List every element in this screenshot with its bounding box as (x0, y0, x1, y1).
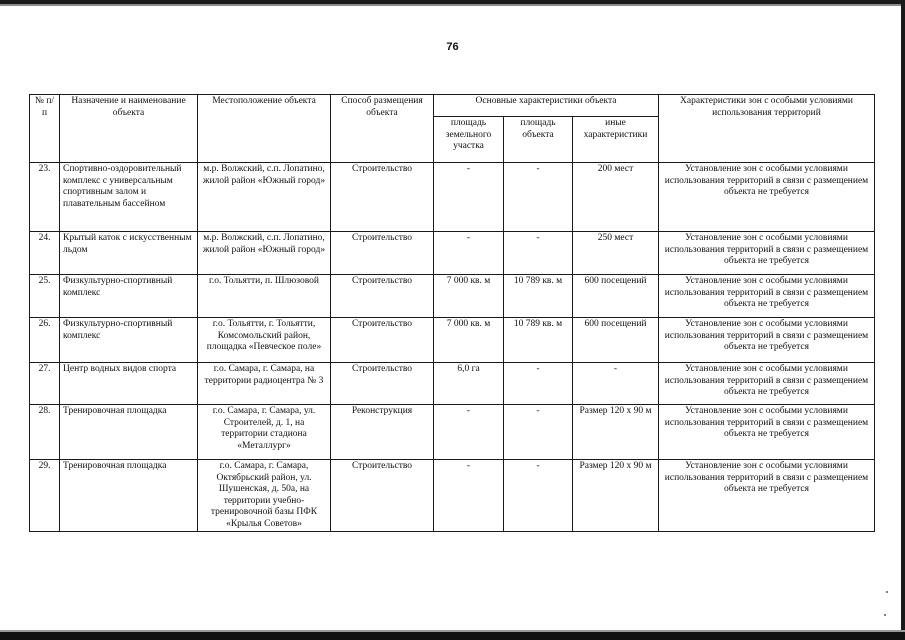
header-location: Местоположение объекта (198, 95, 331, 163)
scan-border-top-shadow (0, 4, 905, 6)
cell-other: 250 мест (573, 232, 659, 275)
cell-placement: Строительство (331, 363, 434, 405)
cell-num: 29. (30, 460, 60, 532)
cell-name: Центр водных видов спорта (60, 363, 198, 405)
cell-zones: Установление зон с особыми условиями использования территорий в связи с размещением объекта не требуется (659, 318, 875, 363)
cell-other: 600 посещений (573, 318, 659, 363)
cell-location: г.о. Самара, г. Самара, на территории радиоцентра № 3 (198, 363, 331, 405)
header-characteristics: Основные характеристики объекта (434, 95, 659, 117)
cell-object-area: - (504, 163, 573, 232)
cell-placement: Строительство (331, 275, 434, 318)
cell-land-area: - (434, 405, 504, 460)
header-placement: Способ размещения объекта (331, 95, 434, 163)
cell-object-area: - (504, 363, 573, 405)
cell-num: 27. (30, 363, 60, 405)
cell-location: г.о. Тольятти, г. Тольятти, Комсомольский район, площадка «Певческое поле» (198, 318, 331, 363)
cell-placement: Строительство (331, 460, 434, 532)
header-num: № п/п (30, 95, 60, 163)
cell-land-area: - (434, 163, 504, 232)
scan-border-right (901, 0, 905, 640)
table-body (30, 163, 875, 532)
page-number: 76 (446, 41, 459, 53)
cell-object-area: - (504, 460, 573, 532)
cell-zones: Установление зон с особыми условиями использования территорий в связи с размещением объекта не требуется (659, 460, 875, 532)
cell-zones: Установление зон с особыми условиями использования территорий в связи с размещением объекта не требуется (659, 163, 875, 232)
cell-name: Физкультурно-спортивный комплекс (60, 275, 198, 318)
cell-placement: Реконструкция (331, 405, 434, 460)
header-land-area: площадь земельного участка (434, 117, 504, 163)
cell-land-area: 7 000 кв. м (434, 318, 504, 363)
table-row (30, 232, 875, 275)
cell-num: 26. (30, 318, 60, 363)
cell-object-area: - (504, 405, 573, 460)
scan-speck (884, 614, 886, 616)
cell-zones: Установление зон с особыми условиями использования территорий в связи с размещением объекта не требуется (659, 275, 875, 318)
cell-other: Размер 120 х 90 м (573, 460, 659, 532)
cell-name: Тренировочная площадка (60, 405, 198, 460)
cell-num: 28. (30, 405, 60, 460)
header-name: Назначение и наименование объекта (60, 95, 198, 163)
cell-object-area: - (504, 232, 573, 275)
cell-zones: Установление зон с особыми условиями использования территорий в связи с размещением объекта не требуется (659, 363, 875, 405)
table-row (30, 405, 875, 460)
cell-land-area: - (434, 460, 504, 532)
table-row (30, 163, 875, 232)
cell-land-area: 6,0 га (434, 363, 504, 405)
table-row (30, 275, 875, 318)
cell-name: Крытый каток с искусственным льдом (60, 232, 198, 275)
cell-name: Тренировочная площадка (60, 460, 198, 532)
cell-placement: Строительство (331, 232, 434, 275)
cell-land-area: 7 000 кв. м (434, 275, 504, 318)
header-other: иные характеристики (573, 117, 659, 163)
cell-placement: Строительство (331, 318, 434, 363)
cell-object-area: 10 789 кв. м (504, 318, 573, 363)
table-header (30, 95, 875, 163)
cell-placement: Строительство (331, 163, 434, 232)
cell-zones: Установление зон с особыми условиями использования территорий в связи с размещением объекта не требуется (659, 232, 875, 275)
cell-other: 600 посещений (573, 275, 659, 318)
cell-location: г.о. Самара, г. Самара, Октябрьский район, ул. Шушенская, д. 50а, на территории учебно-тренировочной базы ПФК «Крылья Советов» (198, 460, 331, 532)
facilities-table (29, 94, 875, 532)
scan-speck (886, 591, 888, 593)
cell-zones: Установление зон с особыми условиями использования территорий в связи с размещением объекта не требуется (659, 405, 875, 460)
cell-location: м.р. Волжский, с.п. Лопатино, жилой район «Южный город» (198, 163, 331, 232)
cell-location: м.р. Волжский, с.п. Лопатино, жилой район «Южный город» (198, 232, 331, 275)
cell-other: 200 мест (573, 163, 659, 232)
cell-num: 24. (30, 232, 60, 275)
cell-other: - (573, 363, 659, 405)
cell-num: 25. (30, 275, 60, 318)
cell-name: Спортивно-оздоровительный комплекс с универсальным спортивным залом и плавательным бассейном (60, 163, 198, 232)
table-row (30, 460, 875, 532)
header-zones: Характеристики зон с особыми условиями использования территорий (659, 95, 875, 163)
cell-object-area: 10 789 кв. м (504, 275, 573, 318)
table-row (30, 363, 875, 405)
header-object-area: площадь объекта (504, 117, 573, 163)
scan-border-bottom (0, 632, 905, 640)
cell-location: г.о. Самара, г. Самара, ул. Строителей, д. 1, на территории стадиона «Металлург» (198, 405, 331, 460)
table-row (30, 318, 875, 363)
cell-land-area: - (434, 232, 504, 275)
cell-other: Размер 120 х 90 м (573, 405, 659, 460)
cell-location: г.о. Тольятти, п. Шлюзовой (198, 275, 331, 318)
cell-num: 23. (30, 163, 60, 232)
cell-name: Физкультурно-спортивный комплекс (60, 318, 198, 363)
